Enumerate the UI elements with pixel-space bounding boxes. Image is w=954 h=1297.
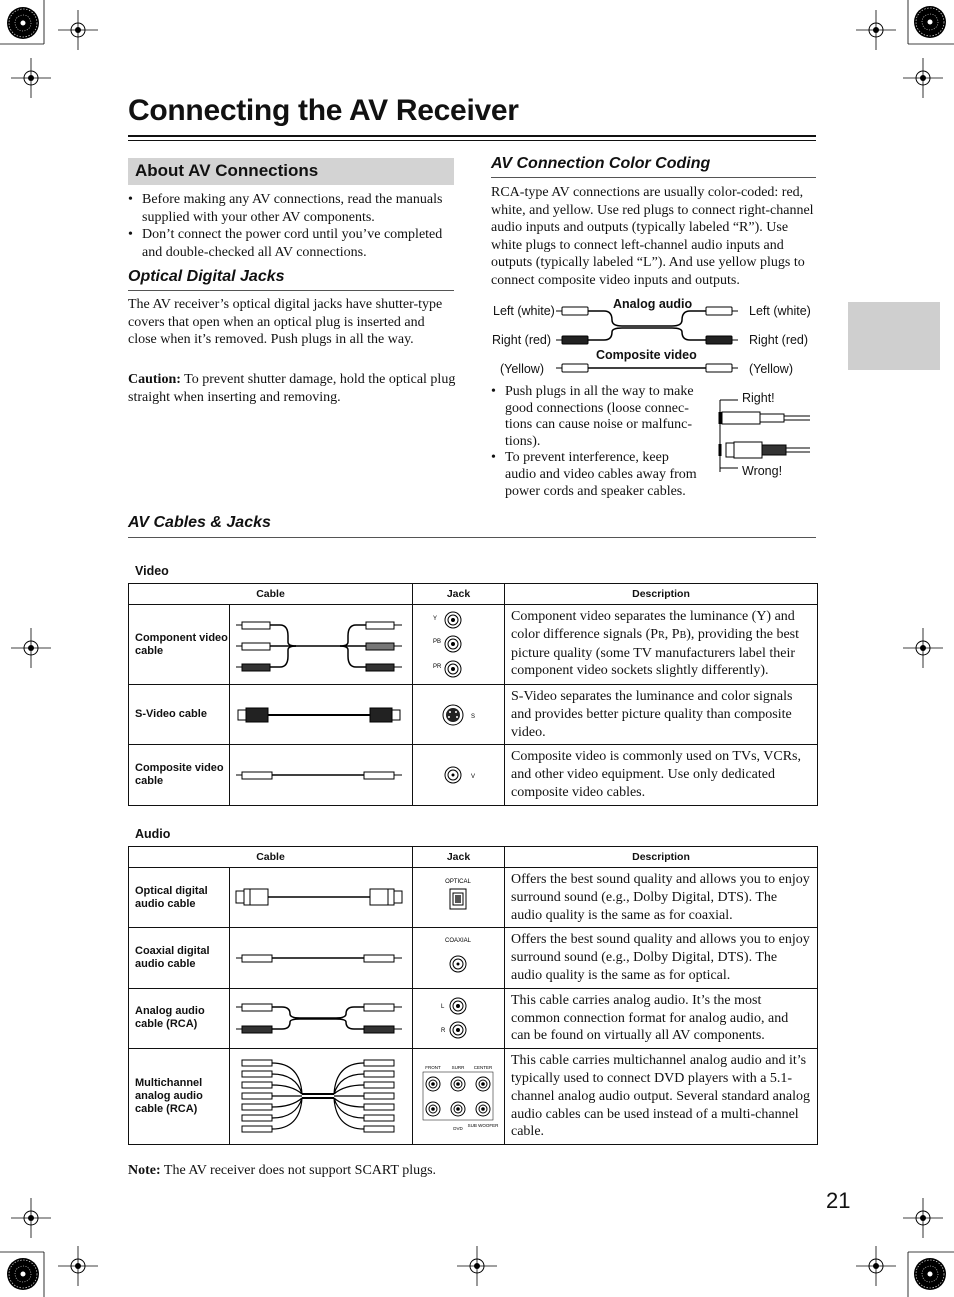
desc-part: , P [664,626,680,642]
analog-jack-image [413,988,505,1048]
multichannel-jack-image [413,1049,505,1145]
video-table-header [129,584,818,605]
col-cable-header: Cable [129,584,413,605]
multichannel-cable-image [230,1049,413,1145]
jack-label-s: S [471,713,476,720]
cable-name: Optical digital audio cable [129,868,230,928]
cable-name: S-Video cable [129,685,230,745]
color-coding-bullet: • To prevent interference, keep audio and video cables away from power cords and speaker cables. [491,450,703,500]
analog-audio-label: Analog audio [613,297,693,311]
svideo-cable-image [230,685,413,745]
jack-label-v: V [471,774,476,781]
plug-insertion-diagram [712,396,812,476]
note [128,1162,436,1180]
table-row [129,988,818,1048]
col-jack-header: Jack [413,847,505,868]
audio-label: Audio [135,827,171,841]
desc-subscript: R [658,629,665,641]
col-cable-header: Cable [129,847,413,868]
left-white-label-r: Left (white) [749,304,811,318]
component-cable-image [230,605,413,685]
optical-cable-image [230,868,413,928]
jack-label-optical: OPTICAL [445,878,471,885]
jack-label-l: L [441,1003,445,1010]
side-tab [848,302,940,370]
coaxial-jack-image [413,928,505,988]
composite-video-label: Composite video [596,348,697,362]
jack-label-dvd: DVD [453,1126,463,1132]
about-bullet: • Don’t connect the power cord until you’ve completed and double-checked all AV connections. [128,226,456,261]
component-jack-image [413,605,505,685]
desc-subscript: B [679,629,687,641]
jack-label-y: Y [433,615,438,622]
video-label: Video [135,564,169,578]
optical-paragraph: The AV receiver’s optical digital jacks have shutter-type covers that open when an optical plug is inserted and close when it’s removed. Push plugs in all the way. [128,297,443,348]
title-rule-2 [128,140,816,141]
cable-name: Coaxial digital audio cable [129,928,230,988]
jack-label-front: FRONT [425,1065,441,1071]
table-row [129,745,818,805]
color-coding-bullets [491,384,703,500]
table-row [129,685,818,745]
title-rule [128,135,816,137]
cable-description: S-Video separates the luminance and color signals and provides better picture quality than composite video. [505,685,818,745]
cable-description [505,605,818,685]
cable-name: Multichannel analog audio cable (RCA) [129,1049,230,1145]
cable-name: Analog audio cable (RCA) [129,988,230,1048]
table-row [129,605,818,685]
jack-label-pr: PR [433,663,442,670]
composite-cable-image [230,745,413,805]
desc-part: ), providing the best picture quality (some TV manufacturers label their component video sockets slightly differently). [511,626,799,679]
table-row [129,928,818,988]
left-white-label-l: Left (white) [493,304,555,318]
composite-jack-image [413,745,505,805]
col-desc-header: Description [505,847,818,868]
color-coding-heading: AV Connection Color Coding [491,155,711,172]
svideo-jack-image [413,685,505,745]
coaxial-cable-image [230,928,413,988]
jack-label-center: CENTER [473,1065,493,1071]
table-row [129,1049,818,1145]
jack-label-r: R [441,1027,446,1034]
cable-description: Offers the best sound quality and allows you to enjoy surround sound (e.g., Dolby Digital, DTS). The audio quality is the same as for optical. [505,928,818,988]
right-red-label-l: Right (red) [492,333,552,347]
note-text: The AV receiver does not support SCART plugs. [160,1163,437,1178]
caution-text: To prevent shutter damage, hold the optical plug straight when inserting and removing. [128,372,456,405]
cable-description: Composite video is commonly used on TVs, VCRs, and other video equipment. Use only dedicated composite video cables. [505,745,818,805]
cable-name: Composite video cable [129,745,230,805]
jack-label-surr: SURR [451,1065,465,1071]
audio-table [128,846,818,1145]
yellow-label-l: (Yellow) [500,362,545,376]
analog-cable-image [230,988,413,1048]
table-row [129,868,818,928]
color-coding-rule [491,177,816,178]
jack-label-coaxial: COAXIAL [444,938,472,945]
about-bullet: • Before making any AV connections, read the manuals supplied with your other AV components. [128,191,456,226]
cables-heading: AV Cables & Jacks [128,514,271,531]
color-coding-bullet: • Push plugs in all the way to make good connections (loose connec- tions can cause noise or malfunc- tions). [491,384,703,450]
jack-label-subwoofer: SUB WOOFER [467,1123,499,1129]
cable-name: Component video cable [129,605,230,685]
audio-table-header [129,847,818,868]
page-title: Connecting the AV Receiver [128,94,519,127]
about-heading: About AV Connections [135,161,319,180]
optical-heading: Optical Digital Jacks [128,268,285,285]
color-coding-diagram [556,300,748,380]
about-heading-box [128,158,454,185]
col-desc-header: Description [505,584,818,605]
caution-label: Caution: [128,372,181,387]
cable-description: This cable carries analog audio. It’s the most common connection format for analog audio, and can be found on virtually all AV components. [505,988,818,1048]
right-ok-label: Right! [742,391,775,405]
optical-rule [128,290,454,291]
yellow-label-r: (Yellow) [749,362,794,376]
col-jack-header: Jack [413,584,505,605]
video-table [128,583,818,806]
desc-part: Component video separates the luminance (Y) and color difference signals (P [511,609,795,642]
note-label: Note: [128,1163,161,1178]
page-number: 21 [826,1188,851,1213]
jack-label-pb: PB [433,638,442,645]
color-coding-paragraph: RCA-type AV connections are usually color-coded: red, white, and yellow. Use red plugs to connect right-channel audio inputs and outputs (typically labeled “R”). Use white plugs to connect left-channel audio inputs and outputs (typically labeled “L”). And use yellow plugs to connect composite video inputs and outputs. [491,185,814,288]
optical-caution [128,371,456,406]
cable-description: This cable carries multichannel analog audio and it’s typically used to connect DVD players with a 5.1-channel analog audio output. Several standard analog audio cables can be used instead of a multi-channel cable. [505,1049,818,1145]
about-bullets [128,191,456,261]
wrong-label: Wrong! [742,464,783,478]
optical-jack-image [413,868,505,928]
cable-description: Offers the best sound quality and allows you to enjoy surround sound (e.g., Dolby Digital, DTS). The audio quality is the same as for coaxial. [505,868,818,928]
cables-rule [128,537,816,538]
right-red-label-r: Right (red) [749,333,809,347]
